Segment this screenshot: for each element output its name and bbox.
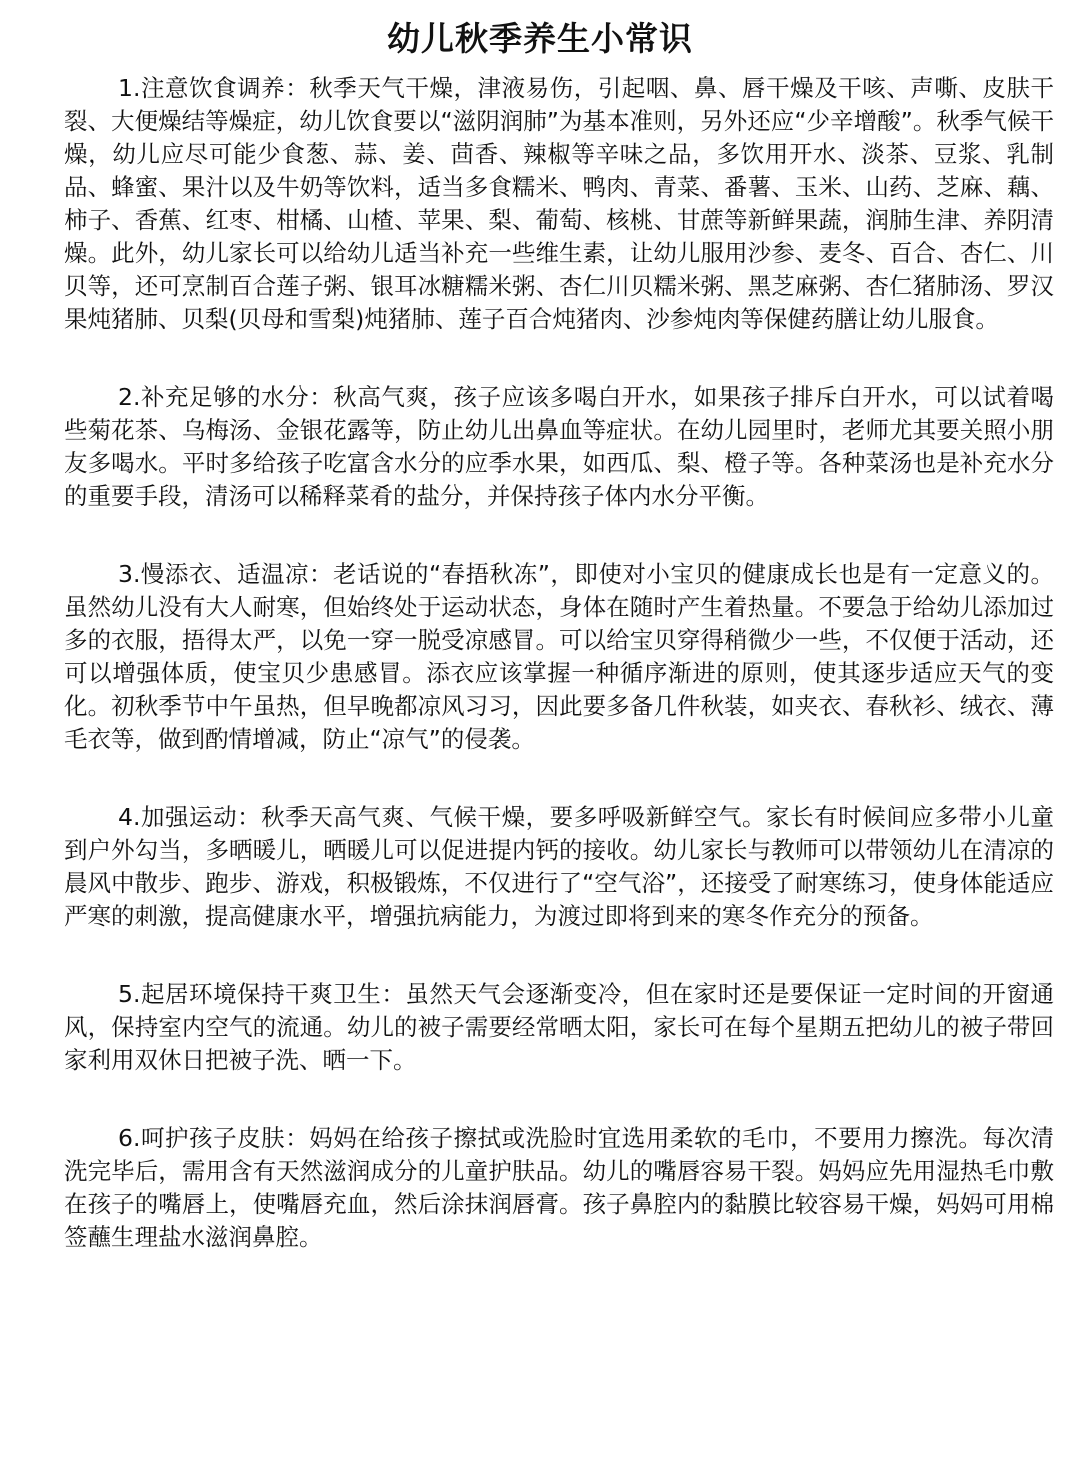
paragraph-spacer — [64, 933, 1054, 978]
document-title: 幼儿秋季养生小常识 — [387, 19, 693, 58]
paragraph-diet: 1.注意饮食调养：秋季天气干燥，津液易伤，引起咽、鼻、唇干燥及干咳、声嘶、皮肤干裂、大便燥结等燥症，幼儿饮食要以“滋阴润肺”为基本准则，另外还应“少辛增酸”。秋季气候干燥，幼儿应尽可能少食葱、蒜、姜、茴香、辣椒等辛味之品，多饮用开水、淡茶、豆浆、乳制品、蜂蜜、果汁以及牛奶等饮料，适当多食糯米、鸭肉、青菜、番薯、玉米、山药、芝麻、藕、柿子、香蕉、红枣、柑橘、山楂、苹果、梨、葡萄、核桃、甘蔗等新鲜果蔬，润肺生津、养阴清燥。此外，幼儿家长可以给幼儿适当补充一些维生素，让幼儿服用沙参、麦冬、百合、杏仁、川贝等，还可烹制百合莲子粥、银耳冰糖糯米粥、杏仁川贝糯米粥、黑芝麻粥、杏仁猪肺汤、罗汉果炖猪肺、贝梨(贝母和雪梨)炖猪肺、莲子百合炖猪肉、沙参炖肉等保健药膳让幼儿服食。 — [64, 74, 1054, 333]
paragraph-spacer — [64, 336, 1054, 381]
paragraph-clothing: 3.慢添衣、适温凉：老话说的“春捂秋冻”，即使对小宝贝的健康成长也是有一定意义的。虽然幼儿没有大人耐寒，但始终处于运动状态，身体在随时产生着热量。不要急于给幼儿添加过多的衣服，捂得太严，以免一穿一脱受凉感冒。可以给宝贝穿得稍微少一些，不仅便于活动，还可以增强体质，使宝贝少患感冒。添衣应该掌握一种循序渐进的原则，使其逐步适应天气的变化。初秋季节中午虽热，但早晚都凉风习习，因此要多备几件秋装，如夹衣、春秋衫、绒衣、薄毛衣等，做到酌情增减，防止“凉气”的侵袭。 — [64, 560, 1054, 753]
paragraph-spacer — [64, 1077, 1054, 1122]
paragraph-skin: 6.呵护孩子皮肤：妈妈在给孩子擦拭或洗脸时宜选用柔软的毛巾，不要用力擦洗。每次清洗完毕后，需用含有天然滋润成分的儿童护肤品。幼儿的嘴唇容易干裂。妈妈应先用湿热毛巾敷在孩子的嘴唇上，使嘴唇充血，然后涂抹润唇膏。孩子鼻腔内的黏膜比较容易干燥，妈妈可用棉签蘸生理盐水滋润鼻腔。 — [64, 1124, 1054, 1251]
paragraph-spacer — [64, 513, 1054, 558]
paragraph-exercise: 4.加强运动：秋季天高气爽、气候干燥，要多呼吸新鲜空气。家长有时候间应多带小儿童到户外勾当，多晒暖儿，晒暖儿可以促进提内钙的接收。幼儿家长与教师可以带领幼儿在清凉的晨风中散步、跑步、游戏，积极锻炼，不仅进行了“空气浴”，还接受了耐寒练习，使身体能适应严寒的刺激，提高健康水平，增强抗病能力，为渡过即将到来的寒冬作充分的预备。 — [64, 803, 1054, 930]
paragraph-spacer — [64, 756, 1054, 801]
paragraph-water: 2.补充足够的水分：秋高气爽，孩子应该多喝白开水，如果孩子排斥白开水，可以试着喝些菊花茶、乌梅汤、金银花露等，防止幼儿出鼻血等症状。在幼儿园里时，老师尤其要关照小朋友多喝水。平时多给孩子吃富含水分的应季水果，如西瓜、梨、橙子等。各种菜汤也是补充水分的重要手段，清汤可以稀释菜肴的盐分，并保持孩子体内水分平衡。 — [64, 383, 1054, 510]
paragraph-environment: 5.起居环境保持干爽卫生：虽然天气会逐渐变冷，但在家时还是要保证一定时间的开窗通风，保持室内空气的流通。幼儿的被子需要经常晒太阳，家长可在每个星期五把幼儿的被子带回家利用双休日把被子洗、晒一下。 — [64, 980, 1054, 1074]
